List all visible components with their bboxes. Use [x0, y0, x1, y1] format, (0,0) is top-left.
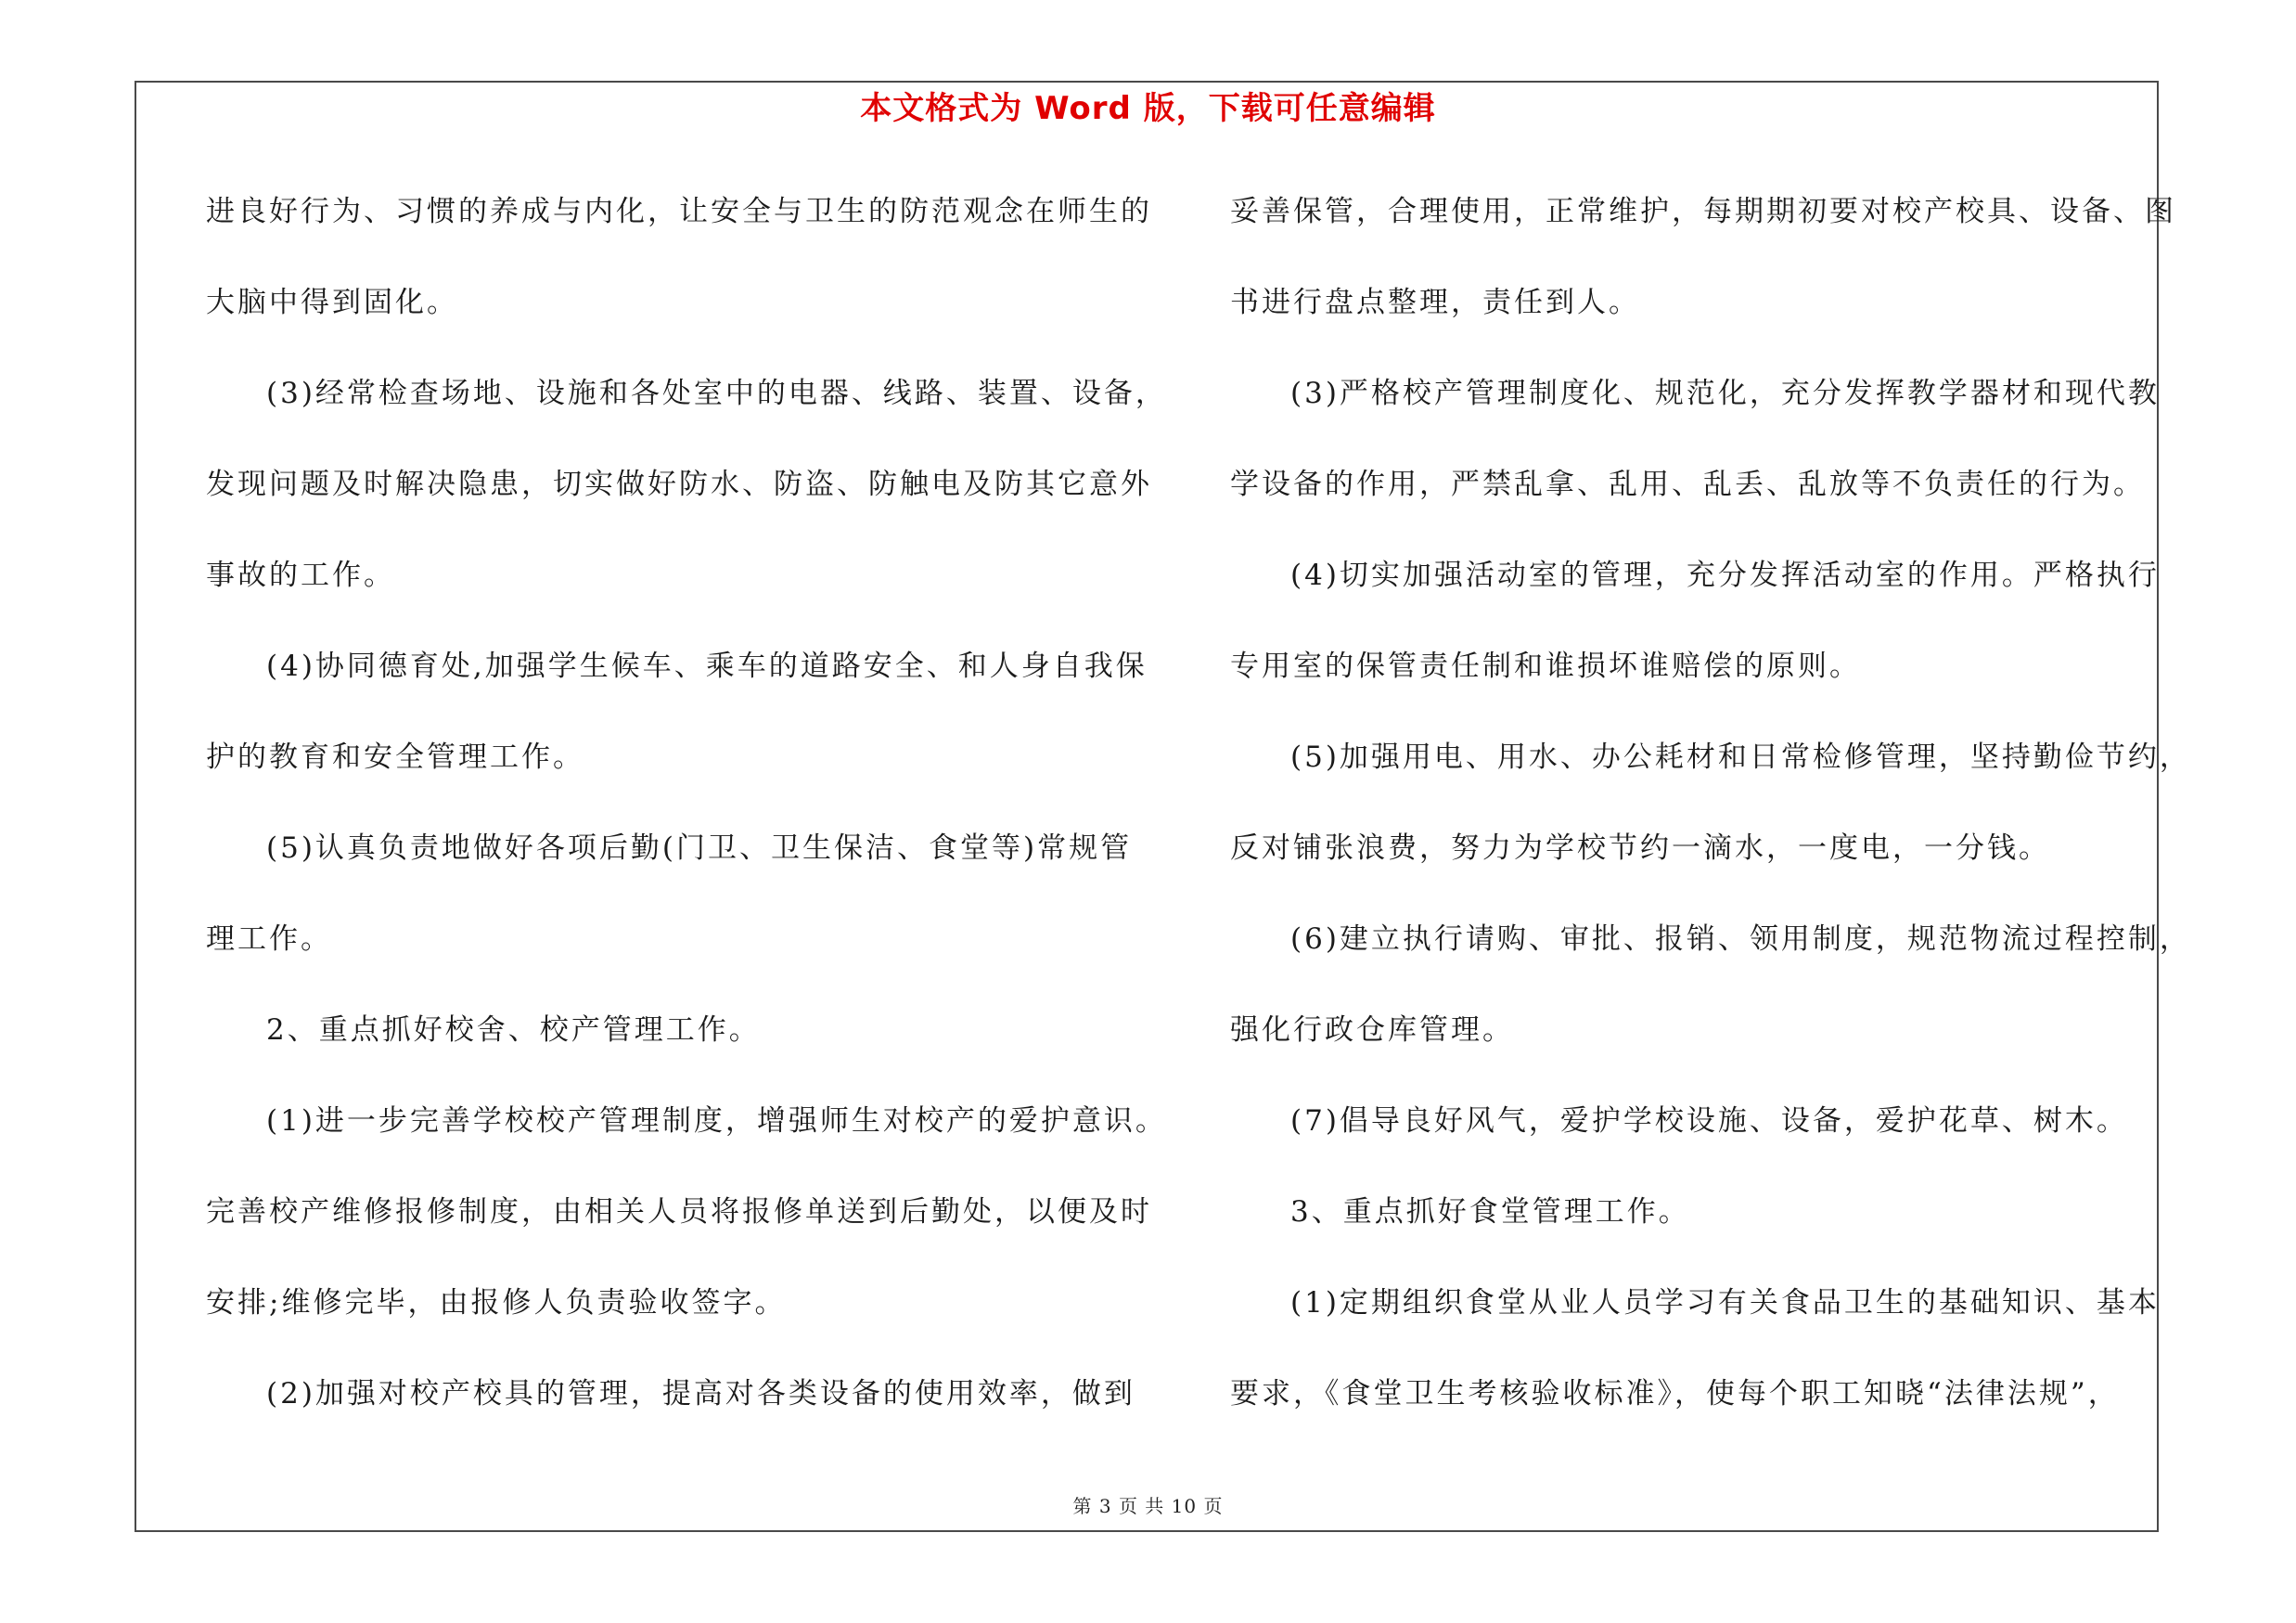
right-text-column	[1230, 184, 2191, 1457]
text-line: 大脑中得到固化。	[206, 286, 458, 319]
text-line: (5)认真负责地做好各项后勤(门卫、卫生保洁、食堂等)常规管	[266, 831, 1133, 865]
text-line: 完善校产维修报修制度，由相关人员将报修单送到后勤处，以便及时	[206, 1195, 1152, 1229]
page-number: 第 3 页 共 10 页	[1072, 1495, 1224, 1517]
text-line: (1)进一步完善学校校产管理制度，增强师生对校产的爱护意识。	[266, 1104, 1167, 1138]
text-line: (6)建立执行请购、审批、报销、领用制度，规范物流过程控制，	[1290, 922, 2191, 956]
text-line: 书进行盘点整理，责任到人。	[1230, 286, 1640, 319]
text-line: (4)切实加强活动室的管理，充分发挥活动室的作用。严格执行	[1290, 559, 2160, 592]
text-line: 事故的工作。	[206, 559, 395, 592]
text-line: 专用室的保管责任制和谁损坏谁赔偿的原则。	[1230, 650, 1861, 683]
text-line: 安排;维修完毕，由报修人负责验收签字。	[206, 1286, 787, 1320]
text-line: 2、重点抓好校舍、校产管理工作。	[266, 1013, 761, 1047]
text-line: 发现问题及时解决隐患，切实做好防水、防盗、防触电及防其它意外	[206, 468, 1152, 501]
text-line: (4)协同德育处,加强学生候车、乘车的道路安全、和人身自我保	[266, 650, 1148, 683]
text-line: 进良好行为、习惯的养成与内化，让安全与卫生的防范观念在师生的	[206, 195, 1152, 228]
format-notice-banner: 本文格式为 Word 版，下载可任意编辑	[860, 90, 1436, 127]
text-line: 要求，《食堂卫生考核验收标准》，使每个职工知晓“法律法规”，	[1230, 1377, 2120, 1410]
text-line: 反对铺张浪费，努力为学校节约一滴水，一度电，一分钱。	[1230, 831, 2050, 865]
text-line: (3)经常检查场地、设施和各处室中的电器、线路、装置、设备，	[266, 377, 1167, 410]
text-line: (2)加强对校产校具的管理，提高对各类设备的使用效率，做到	[266, 1377, 1135, 1410]
text-line: 3、重点抓好食堂管理工作。	[1290, 1195, 1690, 1229]
text-line: 护的教育和安全管理工作。	[206, 741, 584, 774]
left-text-column	[206, 184, 1167, 1457]
text-line: 学设备的作用，严禁乱拿、乱用、乱丢、乱放等不负责任的行为。	[1230, 468, 2145, 501]
text-line: (3)严格校产管理制度化、规范化，充分发挥教学器材和现代教	[1290, 377, 2160, 410]
text-line: (1)定期组织食堂从业人员学习有关食品卫生的基础知识、基本	[1290, 1286, 2160, 1320]
text-line: 理工作。	[206, 922, 332, 956]
text-line: 妥善保管，合理使用，正常维护，每期期初要对校产校具、设备、图	[1230, 195, 2176, 228]
text-line: (7)倡导良好风气，爱护学校设施、设备，爱护花草、树木。	[1290, 1104, 2128, 1138]
text-line: 强化行政仓库管理。	[1230, 1013, 1514, 1047]
text-line: (5)加强用电、用水、办公耗材和日常检修管理，坚持勤俭节约，	[1290, 741, 2191, 774]
